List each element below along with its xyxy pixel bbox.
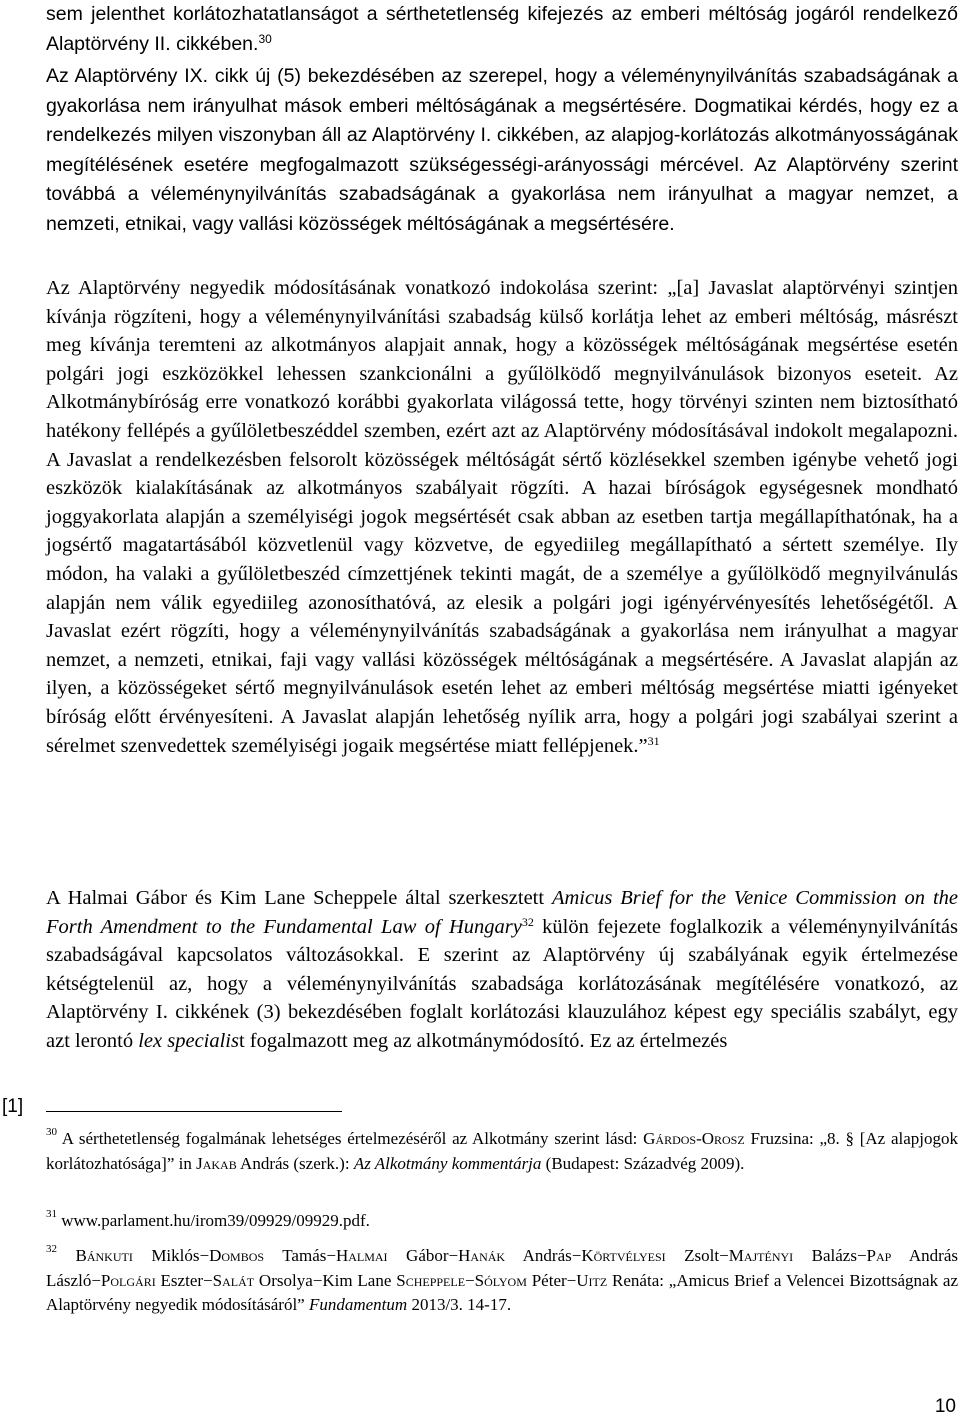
footnote-31-url[interactable]: www.parlament.hu/irom39/09929/09929.pdf.: [57, 1211, 370, 1230]
footnote-32-author-9: Salát: [212, 1270, 255, 1290]
footnote-32-name-4: András−: [505, 1246, 582, 1265]
footnote-32-name-9: Orsolya−Kim Lane: [254, 1270, 397, 1290]
footnote-ref-32[interactable]: 32: [521, 914, 534, 929]
footnote-32-name-5: Zsolt−: [665, 1246, 729, 1265]
footnote-ref-30[interactable]: 30: [258, 31, 272, 46]
footnote-32-author-8: Polgári: [100, 1270, 156, 1290]
paragraph-2-text: Az Alaptörvény IX. cikk új (5) bekezdésében az szerepel, hogy a véleménynyilvánítás szabadságának a gyakorlása nem irányulhat mások emberi méltóságának a megsértésére. Dogmatikai kérdés, hogy ez a rendelkezés milyen viszonyban áll az Alaptörvény I. cikkében, az alapjog-korlátozás alkotmányosságának megítélésének esetére megfogalmazott szükségességi-arányossági mércével. Az Alaptörvény szerint továbbá a véleménynyilvánítás szabadságának a gyakorlása nem irányulhat a magyar nemzet, a nemzeti, etnikai, vagy vallási közösségek méltóságának a megsértésére.: [46, 65, 958, 235]
footnote-32-article-title: Renáta: „Amicus Brief a Velencei Bizottságnak az Alaptörvény negyedik módosításáról”: [46, 1270, 959, 1314]
paragraph-4-text-c: t fogalmazott meg az alkotmánymódosító. Ez az értelmezés: [238, 1029, 728, 1052]
paragraph-4-text-b: külön fejezete foglalkozik a véleménynyilvánítás szabadságával kapcsolatos változásokkal. E szerint az Alaptörvény új szabályának egyik értelmezése kétségtelenül az, hogy a véleménynyilvánítás szabadsága korlátozásának megítélésére vonatkozó, az Alaptörvény I. cikkének (3) bekezdésében foglalt korlátozási klauzulához képest egy speciális szabályt, egy azt lerontó: [46, 915, 959, 1052]
footnote-32-author-1: Bánkuti: [75, 1246, 133, 1265]
lex-specialis-term: lex specialis: [138, 1029, 239, 1052]
footnote-30-author: Gárdos-Orosz: [643, 1129, 745, 1148]
paragraph-3: [46, 274, 958, 760]
paragraph-4: [46, 884, 958, 1056]
page-number: 10: [934, 1396, 956, 1417]
footnote-32-author-10: Scheppele−Sólyom: [396, 1270, 527, 1290]
amicus-brief-title: Amicus Brief for the Venice Commission on the Forth Amendment to the Fundamental Law of Hungary: [46, 887, 959, 938]
footnote-30-number: 30: [46, 1126, 57, 1138]
footnote-32-name-3: Gábor−: [387, 1246, 459, 1265]
footnote-32-number: 32: [46, 1243, 57, 1255]
footnote-separator: [46, 1111, 342, 1112]
footnote-32-author-4: Hanák: [458, 1246, 506, 1265]
paragraph-1: [46, 0, 958, 59]
footnote-30-editor: Jakab: [196, 1153, 237, 1173]
footnote-30-text-c: András (szerk.):: [236, 1153, 354, 1173]
footnote-32-name-7: András László−: [46, 1246, 958, 1290]
footnote-32-name-10: Péter−: [526, 1270, 577, 1290]
footnote-32-journal: Fundamentum: [308, 1295, 408, 1314]
footnote-32-author-6: Majtényi: [728, 1246, 794, 1265]
footnote-32: [46, 1244, 958, 1318]
footnote-32-author-2: Dombos: [209, 1246, 265, 1265]
footnote-30: [46, 1127, 958, 1176]
footnote-32-author-7: Pap: [866, 1246, 892, 1265]
margin-marker: [1]: [2, 1096, 24, 1117]
footnote-32-name-2: Tamás−: [264, 1246, 336, 1265]
footnote-30-text-a: A sérthetetlenség fogalmának lehetséges értelmezéséről az Alkotmány szerint lásd:: [57, 1129, 644, 1148]
footnote-31: [46, 1209, 958, 1234]
footnote-30-text-d: (Budapest: Századvég 2009).: [541, 1153, 745, 1173]
paragraph-2: [46, 62, 958, 239]
footnote-30-text-b: Fruzsina: „8. § [Az alapjogok korlátozhatósága]” in: [46, 1129, 959, 1173]
footnote-32-issue: 2013/3. 14-17.: [407, 1295, 512, 1314]
footnote-32-name-1: Miklós−: [132, 1246, 210, 1265]
paragraph-3-text: Az Alaptörvény negyedik módosításának vonatkozó indokolása szerint: „[a] Javaslat alaptörvényi szintjen kívánja rögzíteni, hogy a véleménynyilvánítási szabadság külső korlátja lehet az emberi méltóság, másrészt meg kívánja teremteni az alkotmányos alapjait annak, hogy a közösségek méltóságának megsértése esetén polgári jogi eszközökkel lehessen szankcionálni a gyűlölködő megnyilvánulások bizonyos eseteit. Az Alkotmánybíróság erre vonatkozó korábbi gyakorlata világossá tette, hogy törvényi szinten nem biztosítható hatékony fellépés a gyűlöletbeszéddel szemben, ezért azt az Alaptörvény módosításával indokolt megalapozni. A Javaslat a rendelkezésben felsorolt közösségek méltóságát sértő közlésekkel szemben igénybe vehető jogi eszközök kialakításának az alkotmányos szabályait rögzíti. A hazai bíróságok egységesnek mondható joggyakorlata alapján a személyiségi jogok megsértését csak abban az esetben tartja megállapíthatónak, ha a jogsértő magatartásából közvetlenül vagy közvetve, de egyediileg megállapítható a sértett személye. Ily módon, ha valaki a gyűlöletbeszéd címzettjének tekinti magát, de a személye a gyűlölködő megnyilvánulás alapján nem válik egyediileg azonosíthatóvá, az elesik a polgári jogi igényérvényesítés lehetőségétől. A Javaslat ezért rögzíti, hogy a véleménynyilvánítás szabadságának a gyakorlása nem irányulhat a magyar nemzet, a nemzeti, etnikai, faji vagy vallási közösségek méltóságának a megsértésére. A Javaslat alapján az ilyen, a közösségeket sértő megnyilvánulások esetén lehet az emberi méltóság megsértése miatti igényeket bíróság előtt érvényesíteni. A Javaslat alapján lehetőség nyílik arra, hogy a polgári jogi szabályai szerint a sérelmet szenvedettek személyiségi jogaik megsértése miatt fellépjenek.”: [46, 277, 958, 757]
footnote-30-book-title: Az Alkotmány kommentárja: [353, 1153, 542, 1173]
footnote-32-name-8: Eszter−: [155, 1270, 213, 1290]
footnote-31-number: 31: [46, 1208, 57, 1220]
footnote-32-author-11: Uitz: [576, 1270, 608, 1290]
paragraph-1-text: sem jelenthet korlátozhatatlanságot a sérthetetlenség kifejezés az emberi méltóság jogáról rendelkező Alaptörvény II. cikkében.: [46, 3, 958, 55]
footnote-32-name-6: Balázs−: [793, 1246, 867, 1265]
footnote-32-author-5: Körtvélyesi: [581, 1246, 666, 1265]
paragraph-4-text-a: A Halmai Gábor és Kim Lane Scheppele által szerkesztett: [46, 887, 552, 909]
footnote-32-author-3: Halmai: [335, 1246, 388, 1265]
footnote-ref-31[interactable]: 31: [647, 733, 660, 748]
